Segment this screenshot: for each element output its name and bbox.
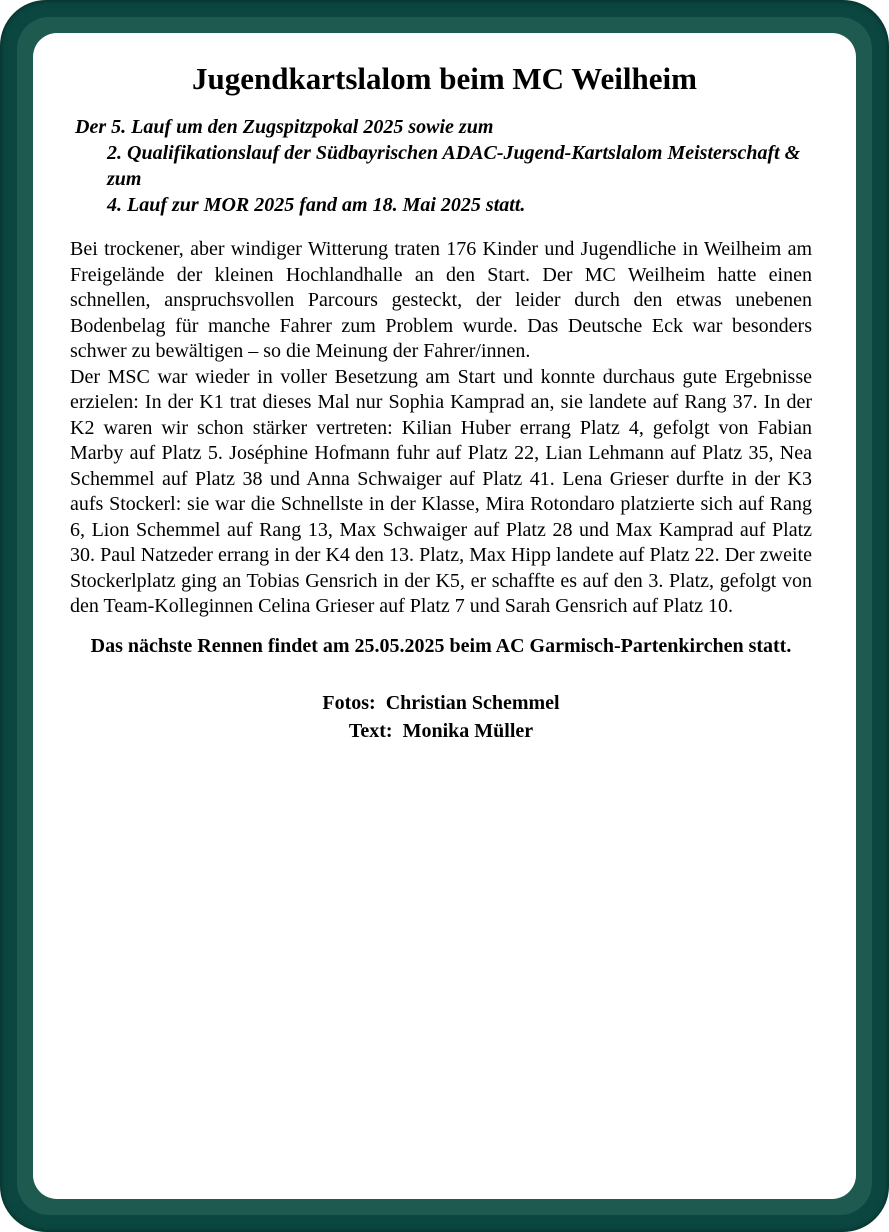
photo-credit-label: Fotos: <box>322 691 376 714</box>
intro-block <box>75 114 812 218</box>
paragraph-results: Der MSC war wieder in voller Besetzung am Start und konnte durchaus gute Ergebnisse erzielen: In der K1 trat dieses Mal nur Sophia Kamprad an, sie landete auf Rang 37. In der K2 waren wir schon stärker vertreten: Kilian Huber errang Platz 4, gefolgt von Fabian Marby auf Platz 5. Joséphine Hofmann fuhr auf Platz 22, Lian Lehmann auf Platz 35, Nea Schemmel auf Platz 38 und Anna Schwaiger auf Platz 41. Lena Grieser durfte in der K3 aufs Stockerl: sie war die Schnellste in der Klasse, Mira Rotondaro platzierte sich auf Rang 6, Lion Schemmel auf Rang 13, Max Schwaiger auf Platz 28 und Max Kamprad auf Platz 30. Paul Natzeder errang in der K4 den 13. Platz, Max Hipp landete auf Platz 22. Der zweite Stockerlplatz ging an Tobias Gensrich in der K5, er schaffte es auf den 3. Platz, gefolgt von den Team-Kolleginnen Celina Grieser auf Platz 7 und Sarah Gensrich auf Platz 10. <box>70 365 812 617</box>
text-credit-name: Monika Müller <box>402 719 534 742</box>
text-credit-label: Text: <box>348 719 393 742</box>
intro-line-1: Der 5. Lauf um den Zugspitzpokal 2025 sowie zum <box>75 116 494 138</box>
photo-credit <box>70 690 812 716</box>
intro-line-2: 2. Qualifikationslauf der Südbayrischen ADAC-Jugend-Kartslalom Meisterschaft & zum <box>107 142 801 190</box>
document-sheet <box>33 33 856 1199</box>
text-credit <box>70 718 812 744</box>
photo-credit-name: Christian Schemmel <box>385 691 560 714</box>
intro-line-3: 4. Lauf zur MOR 2025 fand am 18. Mai 2025 statt. <box>107 194 526 216</box>
paragraph-event-conditions: Bei trockener, aber windiger Witterung traten 176 Kinder und Jugendliche in Weilheim am Freigelände der kleinen Hochlandhalle an den Start. Der MC Weilheim hatte einen schnellen, anspruchsvollen Parcours gesteckt, der leider durch den etwas unebenen Bodenbelag für manche Fahrer zum Problem wurde. Das Deutsche Eck war besonders schwer zu bewältigen – so die Meinung der Fahrer/innen. <box>70 238 812 362</box>
next-race-announcement: Das nächste Rennen findet am 25.05.2025 beim AC Garmisch-Partenkirchen statt. <box>90 634 792 657</box>
page-title: Jugendkartslalom beim MC Weilheim <box>192 61 697 96</box>
